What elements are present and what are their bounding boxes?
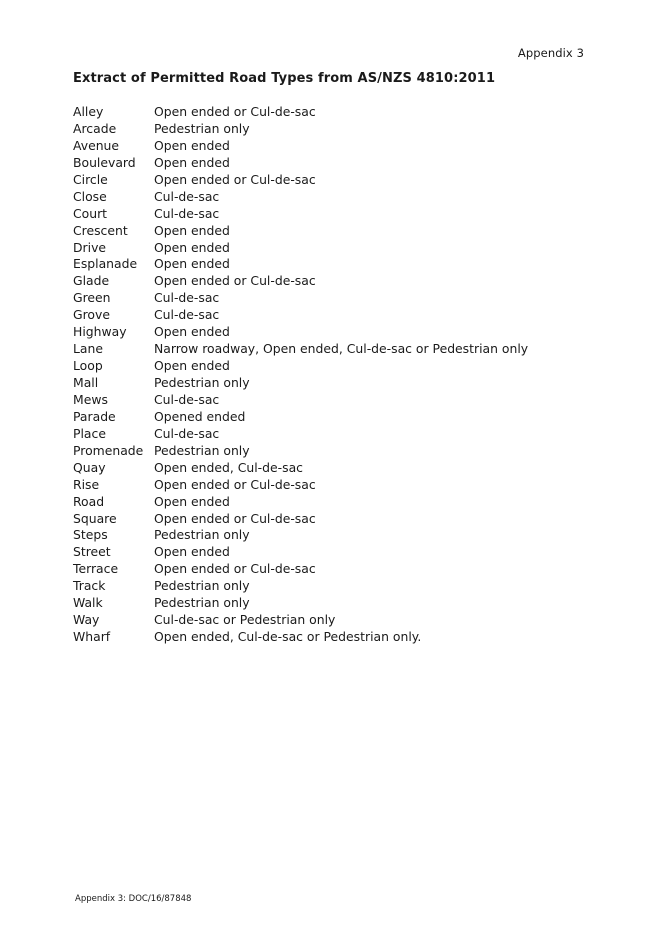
road-type-name: Loop bbox=[73, 358, 103, 374]
road-type-description: Open ended bbox=[154, 358, 230, 374]
road-type-name: Avenue bbox=[73, 137, 120, 153]
road-type-name: Mews bbox=[73, 391, 108, 407]
road-type-name: Steps bbox=[73, 527, 108, 543]
road-type-description: Pedestrian only bbox=[154, 442, 250, 458]
road-type-name: Close bbox=[73, 188, 107, 204]
road-type-name: Crescent bbox=[73, 222, 128, 238]
road-type-description: Open ended bbox=[154, 239, 230, 255]
road-type-row bbox=[73, 256, 528, 273]
road-type-name: Esplanade bbox=[73, 256, 138, 272]
road-type-row bbox=[73, 358, 528, 375]
road-type-name: Parade bbox=[73, 408, 116, 424]
road-type-name: Street bbox=[73, 544, 111, 560]
road-type-description: Cul-de-sac bbox=[154, 425, 220, 441]
road-type-description: Cul-de-sac bbox=[154, 307, 220, 323]
road-type-description: Open ended bbox=[154, 493, 230, 509]
road-type-name: Alley bbox=[73, 104, 104, 119]
road-type-row bbox=[73, 409, 528, 426]
road-type-description: Open ended bbox=[154, 256, 230, 272]
road-type-row bbox=[73, 240, 528, 257]
road-type-description: Open ended bbox=[154, 137, 230, 153]
road-type-name: Terrace bbox=[73, 561, 119, 577]
road-type-description: Open ended or Cul-de-sac bbox=[154, 171, 316, 187]
road-type-row bbox=[73, 189, 528, 206]
road-type-name: Arcade bbox=[73, 120, 117, 136]
road-type-description: Open ended, Cul-de-sac or Pedestrian only. bbox=[154, 629, 422, 645]
road-type-row bbox=[73, 426, 528, 443]
road-type-row bbox=[73, 612, 528, 629]
road-type-row bbox=[73, 629, 528, 646]
road-types-list bbox=[73, 104, 528, 646]
road-type-row bbox=[73, 511, 528, 528]
road-type-name: Green bbox=[73, 290, 111, 306]
road-type-row bbox=[73, 324, 528, 341]
road-type-name: Drive bbox=[73, 239, 107, 255]
footer-reference: Appendix 3: DOC/16/87848 bbox=[75, 894, 192, 904]
road-type-description: Pedestrian only bbox=[154, 578, 250, 594]
road-type-name: Grove bbox=[73, 307, 110, 323]
road-type-row bbox=[73, 121, 528, 138]
road-type-name: Way bbox=[73, 612, 100, 628]
road-type-description: Cul-de-sac bbox=[154, 188, 220, 204]
road-type-row bbox=[73, 172, 528, 189]
road-type-row bbox=[73, 155, 528, 172]
road-type-description: Cul-de-sac bbox=[154, 205, 220, 221]
road-type-description: Pedestrian only bbox=[154, 120, 250, 136]
road-type-name: Square bbox=[73, 510, 117, 526]
road-type-row bbox=[73, 460, 528, 477]
road-type-row bbox=[73, 392, 528, 409]
road-type-row bbox=[73, 307, 528, 324]
road-type-description: Open ended, Cul-de-sac bbox=[154, 459, 303, 475]
road-type-name: Highway bbox=[73, 324, 127, 340]
road-type-name: Promenade bbox=[73, 442, 144, 458]
road-type-row bbox=[73, 595, 528, 612]
road-type-name: Court bbox=[73, 205, 108, 221]
road-type-row bbox=[73, 578, 528, 595]
road-type-name: Glade bbox=[73, 273, 110, 289]
road-type-row bbox=[73, 223, 528, 240]
road-type-row bbox=[73, 375, 528, 392]
road-type-name: Wharf bbox=[73, 629, 111, 645]
road-type-description: Pedestrian only bbox=[154, 375, 250, 390]
road-type-name: Boulevard bbox=[73, 154, 136, 170]
road-type-row bbox=[73, 544, 528, 561]
road-type-description: Open ended bbox=[154, 222, 230, 238]
road-type-name: Circle bbox=[73, 171, 108, 187]
road-type-description: Cul-de-sac bbox=[154, 391, 220, 407]
road-type-name: Mall bbox=[73, 375, 99, 390]
road-type-row bbox=[73, 443, 528, 460]
road-type-description: Open ended bbox=[154, 544, 230, 560]
appendix-label: Appendix 3 bbox=[517, 46, 584, 60]
road-type-description: Open ended or Cul-de-sac bbox=[154, 104, 316, 119]
road-type-description: Pedestrian only bbox=[154, 527, 250, 543]
road-type-description: Open ended or Cul-de-sac bbox=[154, 561, 316, 577]
road-type-row bbox=[73, 527, 528, 544]
road-type-row bbox=[73, 561, 528, 578]
road-type-description: Open ended bbox=[154, 324, 230, 340]
road-type-description: Narrow roadway, Open ended, Cul-de-sac or Pedestrian only bbox=[154, 341, 529, 357]
road-type-name: Rise bbox=[73, 476, 100, 492]
road-type-description: Open ended or Cul-de-sac bbox=[154, 273, 316, 289]
road-type-row bbox=[73, 273, 528, 290]
road-type-description: Opened ended bbox=[154, 408, 246, 424]
road-type-name: Quay bbox=[73, 459, 106, 475]
road-type-name: Lane bbox=[73, 341, 103, 357]
road-type-description: Open ended bbox=[154, 154, 230, 170]
road-type-description: Open ended or Cul-de-sac bbox=[154, 510, 316, 526]
road-type-description: Open ended or Cul-de-sac bbox=[154, 476, 316, 492]
document-title: Extract of Permitted Road Types from AS/NZS 4810:2011 bbox=[73, 71, 496, 86]
road-type-description: Cul-de-sac or Pedestrian only bbox=[154, 612, 336, 628]
road-type-name: Track bbox=[73, 578, 106, 594]
road-type-row bbox=[73, 494, 528, 511]
road-type-name: Place bbox=[73, 425, 106, 441]
road-type-row bbox=[73, 138, 528, 155]
road-type-description: Cul-de-sac bbox=[154, 290, 220, 306]
road-type-description: Pedestrian only bbox=[154, 595, 250, 611]
road-type-name: Road bbox=[73, 493, 105, 509]
road-type-row bbox=[73, 206, 528, 223]
road-type-row bbox=[73, 104, 528, 121]
road-type-name: Walk bbox=[73, 595, 103, 611]
road-type-row bbox=[73, 477, 528, 494]
road-type-row bbox=[73, 341, 528, 358]
road-type-row bbox=[73, 290, 528, 307]
